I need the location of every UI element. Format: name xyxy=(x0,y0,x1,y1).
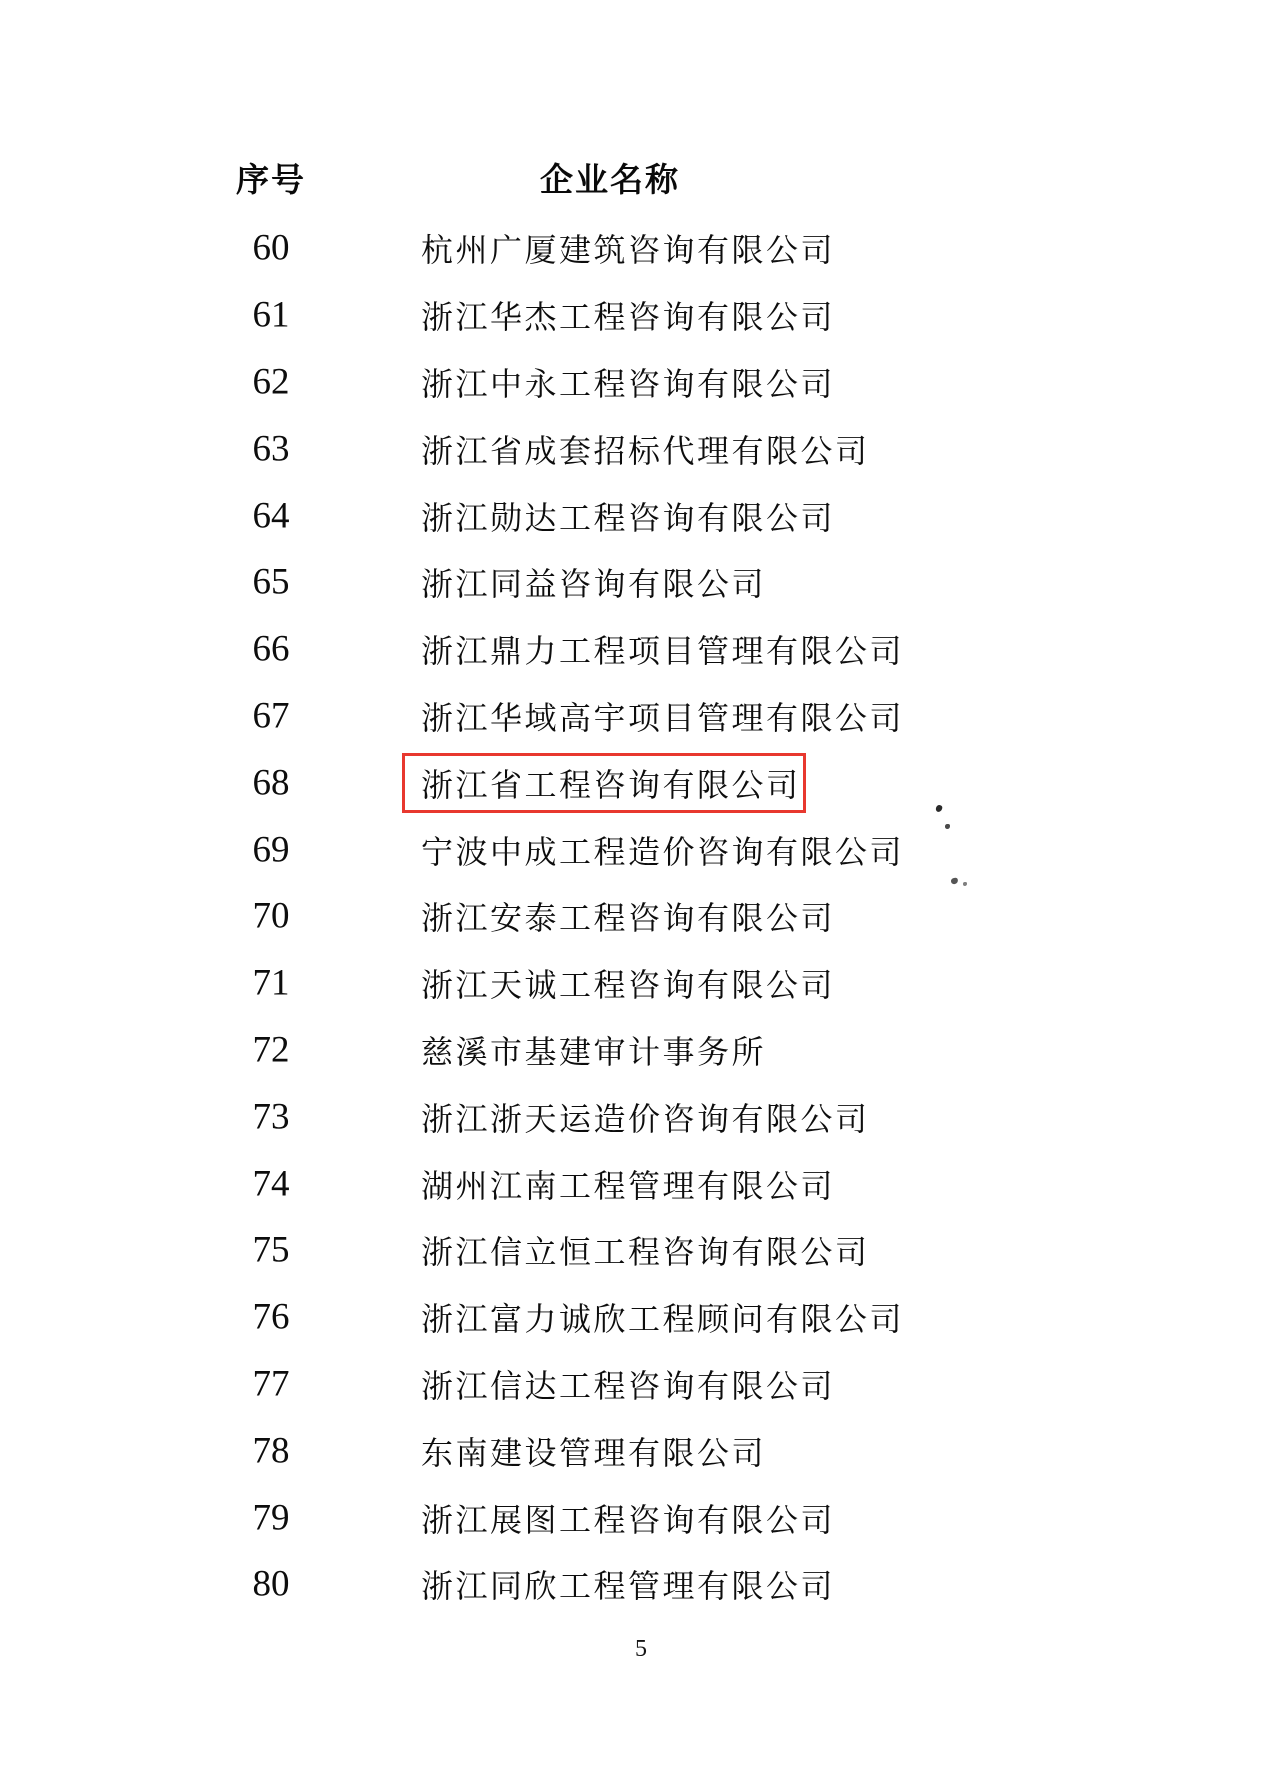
row-company-name: 浙江信立恒工程咨询有限公司 xyxy=(421,1234,870,1271)
row-index: 70 xyxy=(252,895,290,937)
row-index: 71 xyxy=(252,962,290,1004)
table-row xyxy=(0,683,1262,750)
table-header xyxy=(0,150,1262,210)
row-company-name: 浙江同益咨询有限公司 xyxy=(421,566,767,603)
table-row xyxy=(0,1083,1262,1150)
table-row xyxy=(0,616,1262,683)
table-row xyxy=(0,482,1262,549)
row-company-name: 浙江省工程咨询有限公司 xyxy=(421,766,801,803)
row-company-name: 浙江华杰工程咨询有限公司 xyxy=(421,299,836,336)
column-header-company-name: 企业名称 xyxy=(540,161,680,198)
row-company-name: 慈溪市基建审计事务所 xyxy=(421,1033,767,1070)
row-index: 80 xyxy=(252,1563,290,1605)
row-company-name: 浙江勋达工程咨询有限公司 xyxy=(421,499,836,536)
row-company-name: 浙江中永工程咨询有限公司 xyxy=(421,365,836,402)
row-index: 73 xyxy=(252,1096,290,1138)
table-row xyxy=(0,1284,1262,1351)
row-company-name: 浙江安泰工程咨询有限公司 xyxy=(421,900,836,937)
page-number: 5 xyxy=(635,1636,647,1662)
row-index: 68 xyxy=(252,762,290,804)
row-index: 61 xyxy=(252,294,290,336)
row-index: 66 xyxy=(252,628,290,670)
row-company-name: 浙江富力诚欣工程顾问有限公司 xyxy=(421,1301,905,1338)
row-index: 64 xyxy=(252,495,290,537)
table-row xyxy=(0,415,1262,482)
table-row xyxy=(0,282,1262,349)
table-row xyxy=(0,215,1262,282)
row-company-name: 浙江天诚工程咨询有限公司 xyxy=(421,967,836,1004)
row-index: 78 xyxy=(252,1430,290,1472)
table-row xyxy=(0,950,1262,1017)
table-row xyxy=(0,1551,1262,1618)
company-table-body xyxy=(0,215,1262,1618)
row-index: 65 xyxy=(252,561,290,603)
table-row xyxy=(0,1484,1262,1551)
row-index: 74 xyxy=(252,1163,290,1205)
row-company-name: 湖州江南工程管理有限公司 xyxy=(421,1167,836,1204)
table-row xyxy=(0,1217,1262,1284)
row-company-name: 浙江信达工程咨询有限公司 xyxy=(421,1367,836,1404)
row-index: 67 xyxy=(252,695,290,737)
table-row xyxy=(0,1150,1262,1217)
row-index: 62 xyxy=(252,361,290,403)
row-index: 72 xyxy=(252,1029,290,1071)
table-row xyxy=(0,549,1262,616)
row-index: 69 xyxy=(252,829,290,871)
row-company-name: 浙江鼎力工程项目管理有限公司 xyxy=(421,633,905,670)
table-row xyxy=(0,883,1262,950)
row-company-name: 浙江展图工程咨询有限公司 xyxy=(421,1501,836,1538)
table-row xyxy=(0,1417,1262,1484)
row-company-name: 东南建设管理有限公司 xyxy=(421,1434,767,1471)
row-company-name: 浙江浙天运造价咨询有限公司 xyxy=(421,1100,870,1137)
row-index: 77 xyxy=(252,1363,290,1405)
row-index: 79 xyxy=(252,1497,290,1539)
table-row xyxy=(0,349,1262,416)
table-row xyxy=(0,749,1262,816)
row-company-name: 浙江同欣工程管理有限公司 xyxy=(421,1568,836,1605)
table-row xyxy=(0,1351,1262,1418)
row-index: 60 xyxy=(252,227,290,269)
row-company-name: 浙江省成套招标代理有限公司 xyxy=(421,432,870,469)
column-header-index: 序号 xyxy=(236,161,306,198)
row-company-name: 宁波中成工程造价咨询有限公司 xyxy=(421,833,905,870)
row-company-name: 杭州广厦建筑咨询有限公司 xyxy=(421,232,836,269)
row-index: 76 xyxy=(252,1296,290,1338)
row-company-name: 浙江华域高宇项目管理有限公司 xyxy=(421,699,905,736)
table-row xyxy=(0,1017,1262,1084)
row-index: 63 xyxy=(252,428,290,470)
table-row xyxy=(0,816,1262,883)
row-index: 75 xyxy=(252,1229,290,1271)
